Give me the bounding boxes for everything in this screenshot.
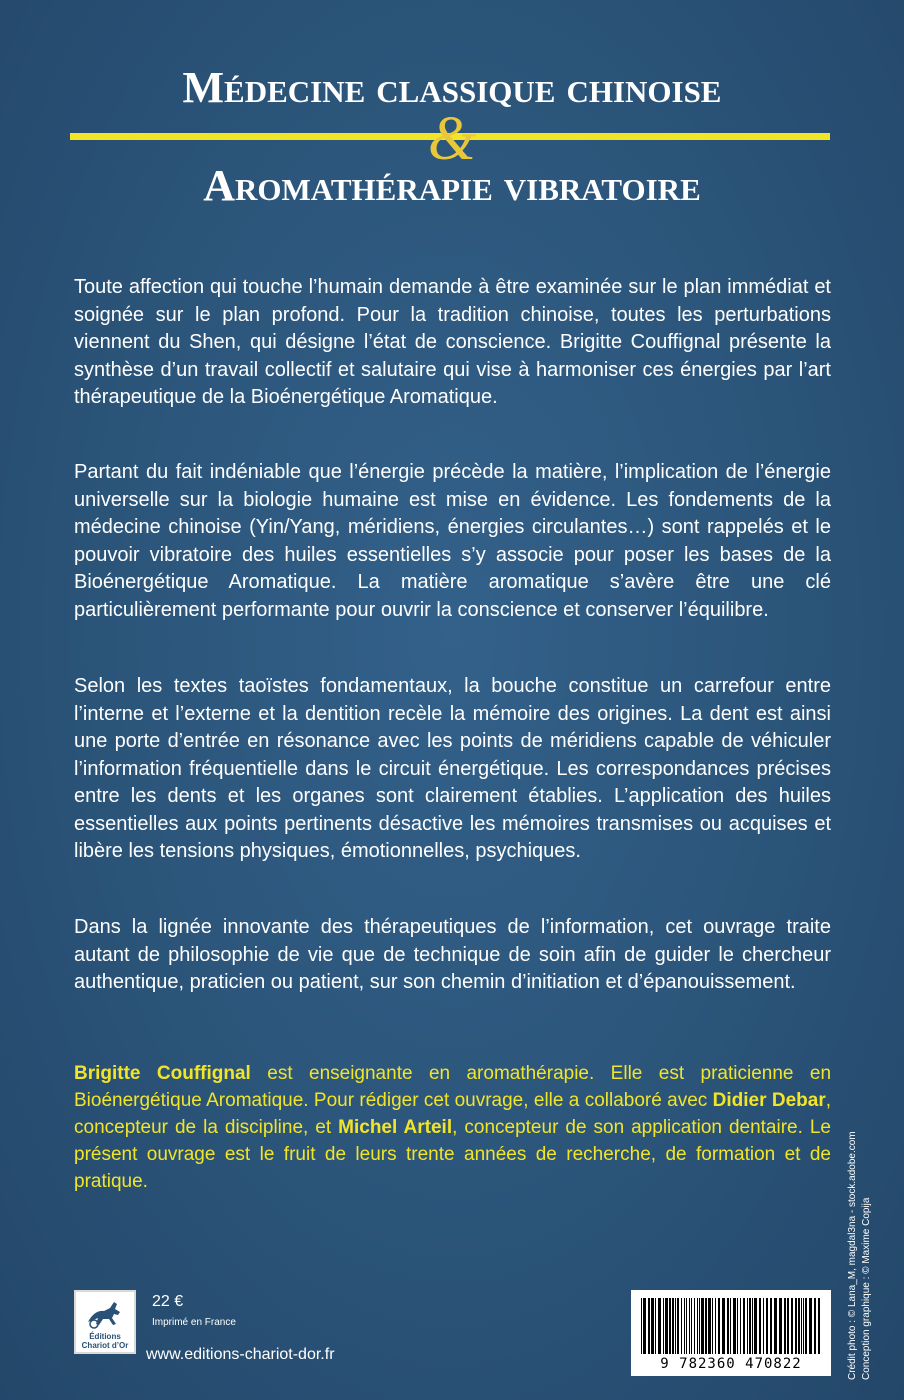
barcode-bar (743, 1298, 745, 1354)
paragraph-4: Dans la lignée innovante des thérapeutiques de l’information, cet ouvrage traite autant de philosophie de vie que de technique de soin afin de guider le chercheur authentique, praticien ou patient, sur son chemin d’initiation et d’épanouissement. (74, 916, 831, 993)
image-credits (846, 1060, 874, 1380)
barcode-bar (684, 1298, 685, 1354)
barcode-bar (718, 1298, 720, 1354)
barcode-bar (691, 1298, 692, 1354)
barcode-bar (759, 1298, 761, 1354)
barcode-bar (701, 1298, 704, 1354)
barcode-bar (814, 1298, 816, 1354)
barcode-bar (737, 1298, 738, 1354)
barcode-bar (655, 1298, 656, 1354)
barcode-bar (665, 1298, 668, 1354)
barcode-bar (733, 1298, 736, 1354)
barcode-bar (805, 1298, 807, 1354)
barcode-bar (658, 1298, 661, 1354)
author-bio (74, 1060, 831, 1195)
barcode-bar (770, 1298, 772, 1354)
paragraph-1: Toute affection qui touche l’humain demande à être examinée sur le plan immédiat et soignée sur le plan profond. Pour la tradition chinoise, toutes les perturbations viennent du Shen, qui désigne l’état de conscience. Brigitte Couffignal présente la synthèse d’un travail collectif et salutaire qui vise à harmoniser ces énergies par l’art thérapeutique de la Bioénergétique Aromatique. (74, 276, 831, 408)
barcode-bar (818, 1298, 820, 1354)
barcode-bar (715, 1298, 716, 1354)
barcode-bar (712, 1298, 713, 1354)
photo-credit: Crédit photo : © Lana_M, magdal3na - stock.adobe.com (847, 1131, 858, 1380)
barcode-bar (708, 1298, 711, 1354)
design-credit: Conception graphique : © Maxime Copija (861, 1197, 872, 1380)
bio-text-1: est enseignante en aromathérapie. Elle est praticienne en Bioénergétique Aromatique. Pour rédiger cet ouvrage, elle a collaboré avec (74, 1063, 832, 1111)
price: 22 € (152, 1293, 184, 1310)
publisher-logo-line-1: Éditions (89, 1332, 121, 1341)
barcode-bar (697, 1298, 698, 1354)
barcode-bar (722, 1298, 725, 1354)
barcode-bar (686, 1298, 687, 1354)
barcode-bar (641, 1298, 642, 1354)
publisher-logo-text (76, 1332, 134, 1350)
barcode-bar (791, 1298, 793, 1354)
barcode-bar (694, 1298, 695, 1354)
barcode-bar (754, 1298, 757, 1354)
publisher-website: www.editions-chariot-dor.fr (146, 1346, 335, 1363)
barcode-bar (705, 1298, 707, 1354)
barcode-bar (681, 1298, 682, 1354)
barcode-bar (651, 1298, 654, 1354)
barcode-bar (752, 1298, 753, 1354)
barcode-bar (677, 1298, 679, 1354)
bio-text-3: , concepteur de son application dentaire. Le présent ouvrage est le fruit de leurs trente années de recherche, de formation et de pratique. (74, 1117, 832, 1192)
chariot-horse-icon (84, 1296, 128, 1330)
barcode-bar (699, 1298, 700, 1354)
publisher-logo (74, 1290, 136, 1354)
barcode-bar (675, 1298, 676, 1354)
barcode-bar (766, 1298, 768, 1354)
paragraph-3: Selon les textes taoïstes fondamentaux, la bouche constitue un carrefour entre l’interne et l’externe et la dentition recèle la mémoire des origines. La dent est ainsi une porte d’entrée en résonance avec les points de méridiens capable de véhiculer l’information fréquentielle dans le circuit énergétique. Les correspondances précises entre les dents et les organes sont clairement établies. L’application des huiles essentielles aux points pertinents désactive les mémoires transmises ou acquises et libère les tensions physiques, émotionnelles, psychiques. (74, 675, 831, 862)
barcode-bar (774, 1298, 777, 1354)
barcode-bar (749, 1298, 751, 1354)
author-name-michel: Michel Arteil (338, 1117, 453, 1138)
barcode-number: 9 782360 470822 (660, 1356, 802, 1372)
barcode-bar (795, 1298, 797, 1354)
barcode-bar (784, 1298, 786, 1354)
barcode (631, 1290, 831, 1376)
publisher-logo-line-2: Chariot d’Or (81, 1341, 129, 1350)
barcode-bar (801, 1298, 802, 1354)
barcode-bar (669, 1298, 671, 1354)
barcode-bar (689, 1298, 690, 1354)
barcode-bar (787, 1298, 789, 1354)
author-name-didier: Didier Debar (712, 1090, 826, 1111)
barcode-bars (639, 1298, 823, 1354)
barcode-bar (747, 1298, 748, 1354)
title-line-2: Aromathérapie vibratoire (203, 161, 701, 210)
printed-in: Imprimé en France (152, 1317, 236, 1328)
paragraph-2: Partant du fait indéniable que l’énergie précède la matière, l’implication de l’énergie universelle sur la biologie humaine est mise en évidence. Les fondements de la médecine chinoise (Yin/Yang, méridiens, énergies circulantes…) sont rappelés et le pouvoir vibratoire des huiles essentielles s’y associe pour poser les bases de la Bioénergétique Aromatique. La matière aromatique s’avère être une clé particulièrement performante pour ouvrir la conscience et conserver l’équilibre. (74, 461, 831, 621)
barcode-bar (730, 1298, 731, 1354)
title-line-1: Médecine classique chinoise (182, 63, 722, 112)
barcode-bar (779, 1298, 782, 1354)
barcode-bar (740, 1298, 741, 1354)
barcode-bar (663, 1298, 664, 1354)
author-name-brigitte: Brigitte Couffignal (74, 1063, 251, 1084)
barcode-bar (763, 1298, 764, 1354)
barcode-bar (798, 1298, 800, 1354)
bio-text-2: , concepteur de la discipline, et (74, 1090, 832, 1138)
barcode-bar (643, 1298, 646, 1354)
barcode-bar (727, 1298, 729, 1354)
barcode-bar (648, 1298, 650, 1354)
barcode-bar (672, 1298, 674, 1354)
barcode-bar (803, 1298, 804, 1354)
title-ampersand: & (427, 105, 477, 173)
barcode-bar (809, 1298, 812, 1354)
